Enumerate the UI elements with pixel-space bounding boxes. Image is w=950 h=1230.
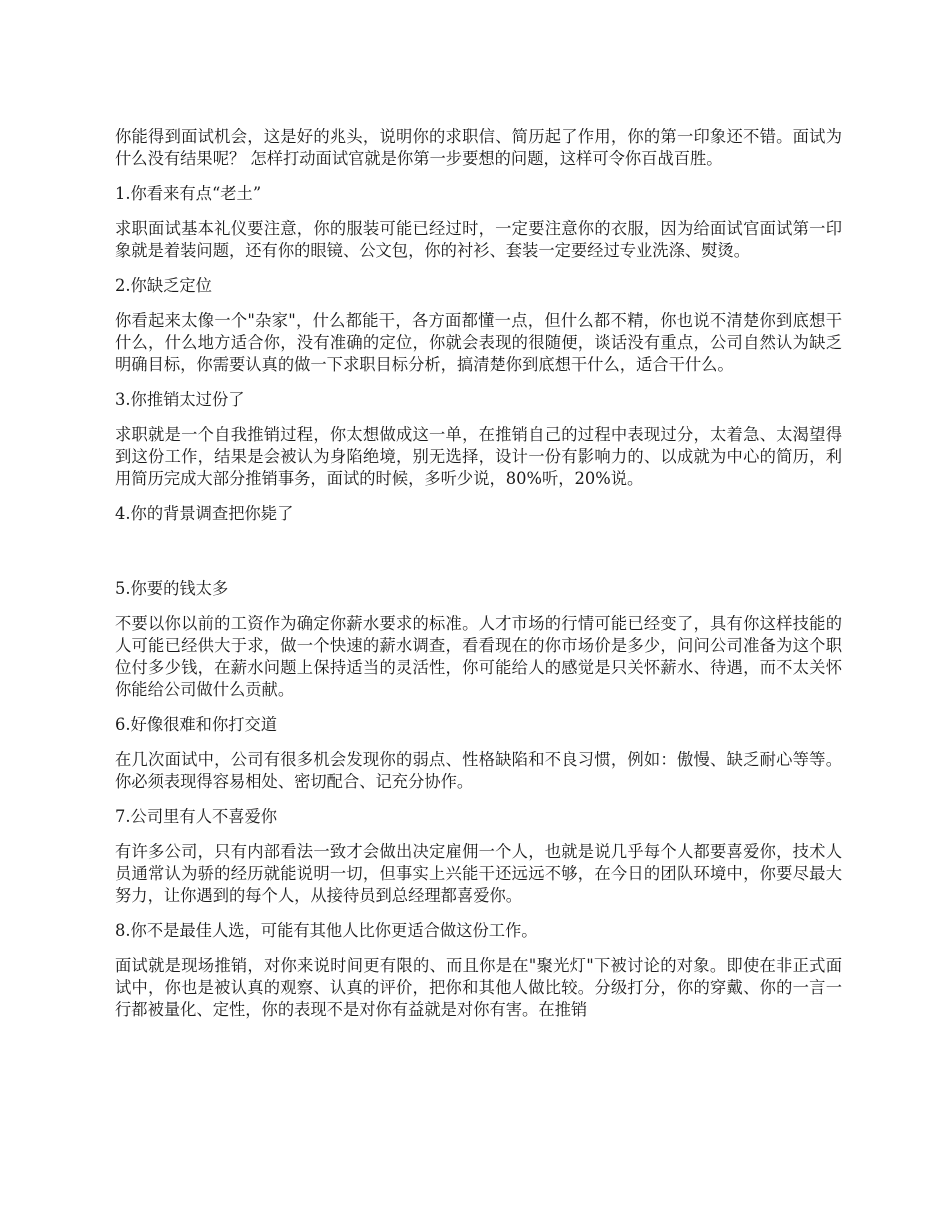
section-1-body: 求职面试基本礼仪要注意，你的服装可能已经过时，一定要注意你的衣服，因为给面试官面试第一印象就是着装问题，还有你的眼镜、公文包，你的衬衫、套装一定要经过专业洗涤、熨烫。 <box>115 219 842 260</box>
section-6-body: 在几次面试中，公司有很多机会发现你的弱点、性格缺陷和不良习惯，例如：傲慢、缺乏耐心等等。你必须表现得容易相处、密切配合、记充分协作。 <box>115 750 842 791</box>
section-4-heading: 4.你的背景调查把你毙了 <box>115 504 294 523</box>
section-8-heading: 8.你不是最佳人选，可能有其他人比你更适合做这份工作。 <box>115 921 538 940</box>
section-3-body: 求职就是一个自我推销过程，你太想做成这一单，在推销自己的过程中表现过分，太着急、太渴望得到这份工作，结果是会被认为身陷绝境，别无选择，设计一份有影响力的、以成就为中心的简历，利用简历完成大部分推销事务，面试的时候，多听少说，80%听，20%说。 <box>115 425 842 488</box>
section-5-heading: 5.你要的钱太多 <box>115 579 229 598</box>
section-4-blank-space <box>115 538 842 578</box>
section-7-heading: 7.公司里有人不喜爱你 <box>115 807 278 826</box>
section-6-heading: 6.好像很难和你打交道 <box>115 715 278 734</box>
section-1-heading: 1.你看来有点“老土” <box>115 184 262 203</box>
section-2-body: 你看起来太像一个"杂家"，什么都能干，各方面都懂一点，但什么都不精，你也说不清楚你到底想干什么，什么地方适合你，没有准确的定位，你就会表现的很随便，谈话没有重点，公司自然认为缺乏明确目标，你需要认真的做一下求职目标分析，搞清楚你到底想干什么，适合干什么。 <box>115 311 842 374</box>
section-2-heading: 2.你缺乏定位 <box>115 276 212 295</box>
document-page <box>115 126 842 1034</box>
section-7-body: 有许多公司，只有内部看法一致才会做出决定雇佣一个人，也就是说几乎每个人都要喜爱你，技术人员通常认为骄的经历就能说明一切，但事实上兴能干还远远不够，在今日的团队环境中，你要尽最大努力，让你遇到的每个人，从接待员到总经理都喜爱你。 <box>115 842 842 905</box>
section-8-body: 面试就是现场推销，对你来说时间更有限的、而且你是在"聚光灯"下被讨论的对象。即使在非正式面试中，你也是被认真的观察、认真的评价，把你和其他人做比较。分级打分，你的穿戴、你的一言一行都被量化、定性，你的表现不是对你有益就是对你有害。在推销 <box>115 956 842 1019</box>
section-5-body: 不要以你以前的工资作为确定你薪水要求的标准。人才市场的行情可能已经变了，具有你这样技能的人可能已经供大于求，做一个快速的薪水调查，看看现在的你市场价是多少，问问公司准备为这个职位付多少钱，在薪水问题上保持适当的灵活性，你可能给人的感觉是只关怀薪水、待遇，而不太关怀你能给公司做什么贡献。 <box>115 614 842 699</box>
section-3-heading: 3.你推销太过份了 <box>115 390 245 409</box>
intro-paragraph: 你能得到面试机会，这是好的兆头，说明你的求职信、简历起了作用，你的第一印象还不错。面试为什么没有结果呢？ 怎样打动面试官就是你第一步要想的问题，这样可令你百战百胜。 <box>115 127 842 168</box>
